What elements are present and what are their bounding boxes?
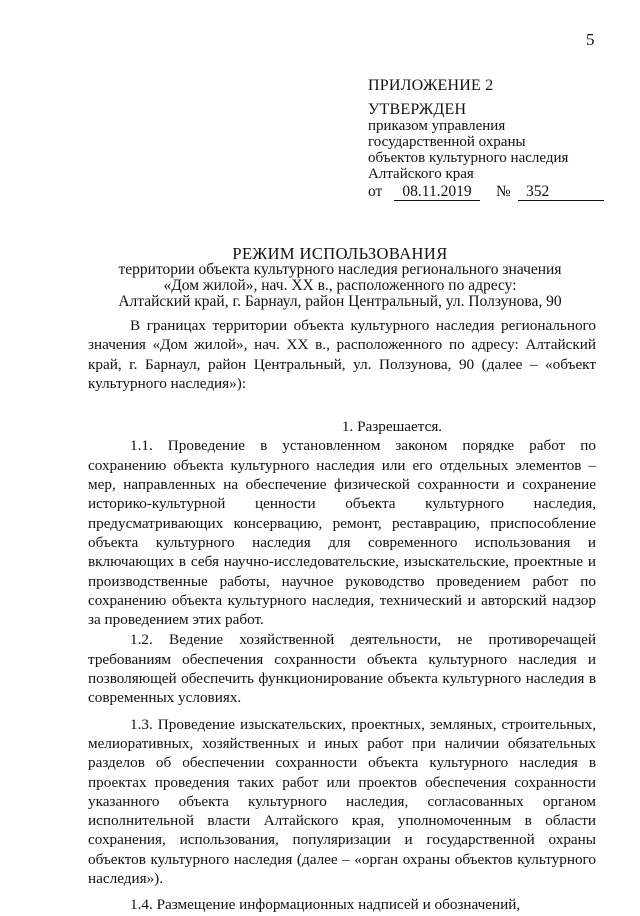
order-line: государственной охраны	[368, 134, 526, 150]
date-prefix: от	[368, 183, 383, 200]
section-heading: 1. Разрешается.	[341, 418, 443, 436]
clause-paragraph: 1.1. Проведение в установленном законом порядке работ по сохранению объекта культурного наследия или его отдельных элементов – мер, направленных на обеспечение физической сохранности и сохранение историко-культурной ценности объекта культурного наследия, предусматривающих консервацию, ремонт, реставрацию, приспособление объекта культурного наследия для современного использования и включающих в себя научно-исследовательские, изыскательские, проектные и производственные работы, научное руководство проведением работ по сохранению объекта культурного наследия, технический и авторский надзор за проведением этих работ.	[88, 437, 596, 629]
clause-paragraph: 1.2. Ведение хозяйственной деятельности, не противоречащей требованиям обеспечения сохранности объекта культурного наследия и позволяющей обеспечить функционирование объекта культурного наследия в современных условиях.	[88, 631, 596, 707]
appendix-title: ПРИЛОЖЕНИЕ 2	[368, 77, 494, 94]
approved-label: УТВЕРЖДЕН	[368, 101, 467, 118]
order-line: объектов культурного наследия	[368, 150, 569, 166]
number-sign: №	[496, 183, 511, 200]
appendix-block	[368, 78, 608, 201]
order-date: 08.11.2019	[394, 184, 480, 201]
document-heading	[60, 246, 620, 310]
order-line: Алтайского края	[368, 166, 474, 182]
intro-paragraph: В границах территории объекта культурного наследия регионального значения «Дом жилой», нач. XX в., расположенного по адресу: Алтайский край, г. Барнаул, район Центральный, ул. Ползунова, 90 (далее – «объект культурного наследия»):	[88, 317, 596, 392]
subtitle-line: Алтайский край, г. Барнаул, район Центральный, ул. Ползунова, 90	[118, 293, 562, 310]
subtitle-line: «Дом жилой», нач. XX в., расположенного по адресу:	[163, 277, 517, 294]
document-body	[88, 316, 596, 916]
page-number: 5	[586, 30, 595, 49]
document-title: РЕЖИМ ИСПОЛЬЗОВАНИЯ	[232, 244, 448, 263]
subtitle-line: территории объекта культурного наследия регионального значения	[118, 261, 562, 278]
order-issuer	[368, 118, 608, 182]
order-date-number	[368, 184, 608, 201]
order-line: приказом управления	[368, 118, 506, 134]
order-number: 352	[518, 184, 604, 201]
clause-paragraph: 1.3. Проведение изыскательских, проектных, земляных, строительных, мелиоративных, хозяйственных и иных работ при наличии обязательных разделов об обеспечении сохранности объекта культурного наследия в проектах проведения таких работ или проектов обеспечения сохранности указанного объекта культурного наследия, согласованных органом исполнительной власти Алтайского края, уполномоченным в области сохранения, использования, популяризации и государственной охраны объектов культурного наследия (далее – «орган охраны объектов культурного наследия»).	[88, 715, 596, 888]
clause-paragraph: 1.4. Размещение информационных надписей и обозначений,	[130, 896, 521, 914]
